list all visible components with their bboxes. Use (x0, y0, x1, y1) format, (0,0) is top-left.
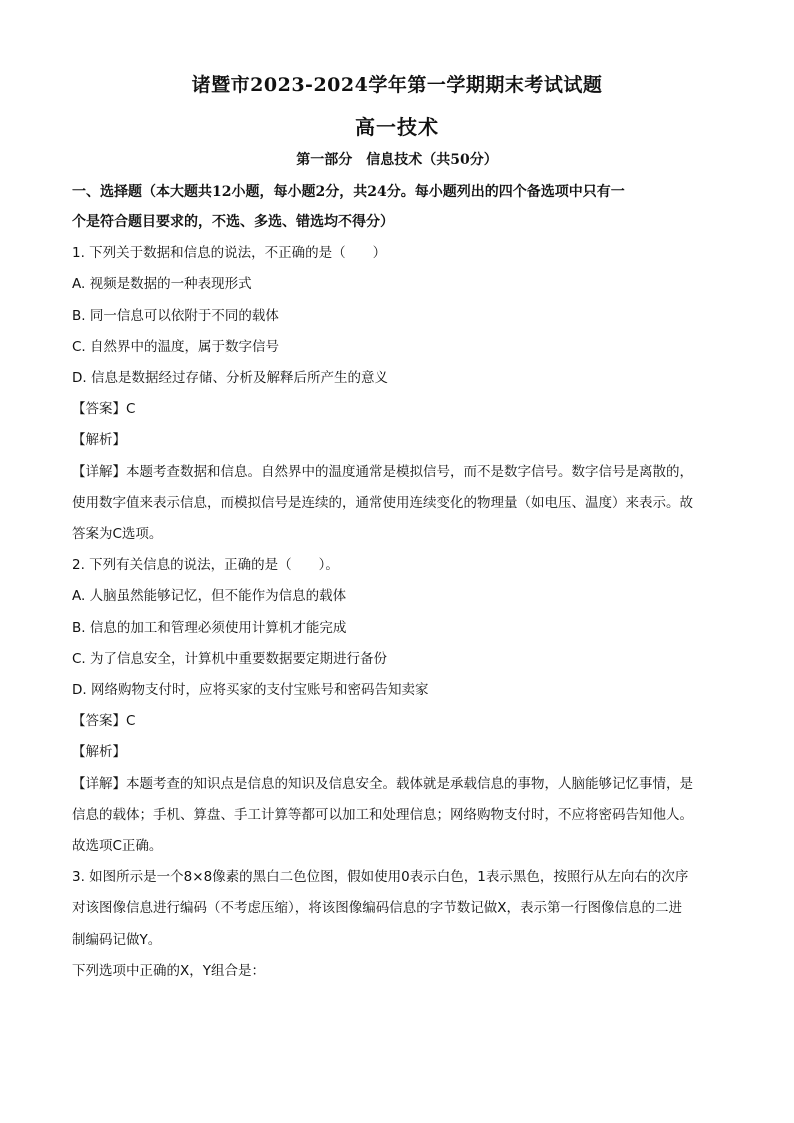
q3-stem-line-2: 对该图像信息进行编码（不考虑压缩），将该图像编码信息的字节数记做X，表示第一行图像信息的二进 (72, 900, 682, 916)
q2-stem: 2. 下列有关信息的说法，正确的是（ ）。 (72, 557, 339, 573)
q2-option-c: C. 为了信息安全，计算机中重要数据要定期进行备份 (72, 651, 388, 667)
q1-detail-line-2: 使用数字值来表示信息，而模拟信号是连续的，通常使用连续变化的物理量（如电压、温度）来表示。故 (72, 495, 693, 511)
q1-stem: 1. 下列关于数据和信息的说法，不正确的是（ ） (72, 245, 387, 261)
section-heading-line-2: 个是符合题目要求的，不选、多选、错选均不得分） (72, 214, 394, 230)
q1-option-b: B. 同一信息可以依附于不同的载体 (72, 308, 279, 324)
q2-option-b: B. 信息的加工和管理必须使用计算机才能完成 (72, 620, 347, 636)
q1-detail-line-1: 【详解】本题考查数据和信息。自然界中的温度通常是模拟信号，而不是数字信号。数字信号是离散的， (72, 464, 693, 480)
q2-answer: 【答案】C (72, 713, 136, 729)
q1-option-c: C. 自然界中的温度，属于数字信号 (72, 339, 280, 355)
exam-title: 诸暨市2023-2024学年第一学期期末考试试题 (191, 74, 603, 96)
q2-option-a: A. 人脑虽然能够记忆，但不能作为信息的载体 (72, 588, 347, 604)
q1-detail-line-3: 答案为C选项。 (72, 526, 163, 542)
q1-analysis-label: 【解析】 (72, 432, 126, 448)
q2-detail-line-2: 信息的载体；手机、算盘、手工计算等都可以加工和处理信息；网络购物支付时，不应将密码告知他人。 (72, 807, 693, 823)
q2-analysis-label: 【解析】 (72, 744, 126, 760)
q1-option-a: A. 视频是数据的一种表现形式 (72, 276, 252, 292)
section-heading-line-1: 一、选择题（本大题共12小题，每小题2分，共24分。每小题列出的四个备选项中只有一 (72, 184, 625, 200)
q1-option-d: D. 信息是数据经过存储、分析及解释后所产生的意义 (72, 370, 388, 386)
q3-stem-line-1: 3. 如图所示是一个8×8像素的黑白二色位图，假如使用0表示白色，1表示黑色，按照行从左向右的次序 (72, 869, 689, 885)
q1-answer: 【答案】C (72, 401, 136, 417)
q3-stem-line-3: 制编码记做Y。 (72, 932, 162, 948)
q2-detail-line-1: 【详解】本题考查的知识点是信息的知识及信息安全。载体就是承载信息的事物，人脑能够记忆事情，是 (72, 776, 693, 792)
q2-option-d: D. 网络购物支付时，应将买家的支付宝账号和密码告知卖家 (72, 682, 429, 698)
q2-detail-line-3: 故选项C正确。 (72, 838, 163, 854)
subject-title: 高一技术 (355, 115, 439, 139)
part-heading: 第一部分 信息技术（共50分） (296, 152, 498, 168)
q3-followup: 下列选项中正确的X，Y组合是： (72, 963, 265, 979)
